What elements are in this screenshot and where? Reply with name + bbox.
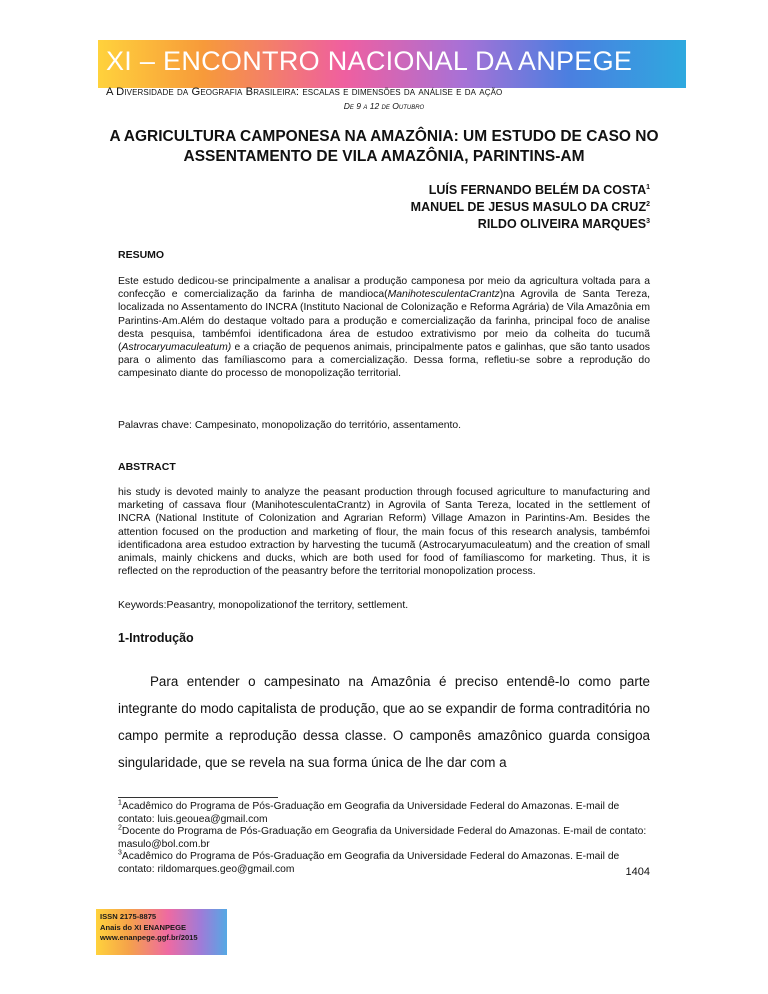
author: LUÍS FERNANDO BELÉM DA COSTA$^1$ (428, 183, 650, 197)
footnotes (118, 801, 658, 877)
footnote-separator (118, 797, 278, 798)
footnote: $^2$Docente do Programa de Pós-Graduação em Geografia da Universidade Federal do Amazonas. E-mail de contato: masulo@bol.com.br (118, 824, 647, 850)
abstract-keywords: Keywords:Peasantry, monopolizationof the territory, settlement. (118, 600, 409, 611)
proceedings-url: www.enanpege.ggf.br/2015 (100, 933, 198, 942)
introduction-heading: 1-Introdução (118, 631, 194, 645)
proceedings-name: Anais do XI ENANPEGE (100, 922, 187, 932)
author-list (411, 182, 650, 233)
resumo-keywords: Palavras chave: Campesinato, monopolização do território, assentamento. (118, 420, 462, 431)
abstract-heading: ABSTRACT (118, 461, 176, 473)
event-title: XI – ENCONTRO NACIONAL DA ANPEGE (106, 46, 633, 76)
event-banner (98, 40, 686, 88)
issn-badge (96, 909, 227, 955)
introduction-paragraph: Para entender o campesinato na Amazônia é preciso entendê-lo como parte integrante do modo capitalista de produção, que ao se expandir de forma contraditória no campo permite a reprodução dessa classe. O camponês amazônico guarda consigoa singularidade, que se revela na sua forma única de lhe dar com a (118, 674, 650, 770)
footnote-mark: 1 (646, 183, 650, 191)
footnote-mark: 3 (646, 217, 650, 225)
author: MANUEL DE JESUS MASULO DA CRUZ$^2$ (410, 200, 650, 214)
resumo-heading: RESUMO (118, 249, 165, 261)
author: RILDO OLIVEIRA MARQUES$^3$ (477, 217, 650, 231)
event-dates: De 9 a 12 de Outubro (343, 101, 425, 111)
event-subtitle: A Diversidade da Geografia Brasileira: escalas e dimensões da análise e da ação (106, 86, 503, 98)
footnote: $^1$Acadêmico do Programa de Pós-Graduação em Geografia da Universidade Federal do Amazonas. E-mail de contato: luis.geouea@gmail.com (118, 799, 620, 825)
footnote-mark: 2 (646, 200, 650, 208)
footnote: $^3$Acadêmico do Programa de Pós-Graduação em Geografia da Universidade Federal do Amazonas. E-mail de contato: rildomarques.geo@gmail.com (118, 849, 620, 875)
resumo-paragraph: Este estudo dedicou-se principalmente a analisar a produção camponesa por meio da agricultura voltada para a confecção e comercialização da farinha de mandioca(ManihotesculentaCrantz)na Agrovila de Santa Tereza, localizada no Assentamento do INCRA (Instituto Nacional de Colonização e Reforma Agrária) de Vila Amazônia em Parintins-Am.Além do destaque voltado para a produção e comercialização da farinha, principal foco de analise desta pesquisa, tambémfoi identificadona área de estudoo extrativismo por meio da colheita do tucumã (Astrocaryumaculeatum) e a criação de pequenos animais, principalmente patos e galinhas, que são tanto usados para o alimento das famíliascomo para a comercialização. Dessa forma, refletiu-se sobre a reprodução do campesinato diante do processo de monopolização territorial. (118, 276, 650, 380)
abstract-paragraph: his study is devoted mainly to analyze the peasant production through focused agriculture to manufacturing and marketing of cassava flour (ManihotesculentaCrantz) in Agrovila of Santa Tereza, located in the settlement of INCRA (National Institute of Colonization and Agrarian Reform) Village Amazon in Parintins-Am. Besides the attention focused on the production and marketing of flour, the main focus of this research analysis, tambémfoi identificadona area estudoo extraction by harvesting the tucumã (Astrocaryumaculeatum) and the creation of small animals, mainly chickens and ducks, which are both used for food of famíliascomo for marketing. Thus, it is reflected on the reproduction of the peasantry before the territorial monopolization process. (118, 487, 650, 578)
page-number: 1404 (625, 866, 650, 878)
issn-number: ISSN 2175-8875 (100, 912, 157, 921)
paper-title: A AGRICULTURA CAMPONESA NA AMAZÔNIA: UM ESTUDO DE CASO NO ASSENTAMENTO DE VILA AMAZÔNIA, PARINTINS-AM (109, 128, 659, 165)
